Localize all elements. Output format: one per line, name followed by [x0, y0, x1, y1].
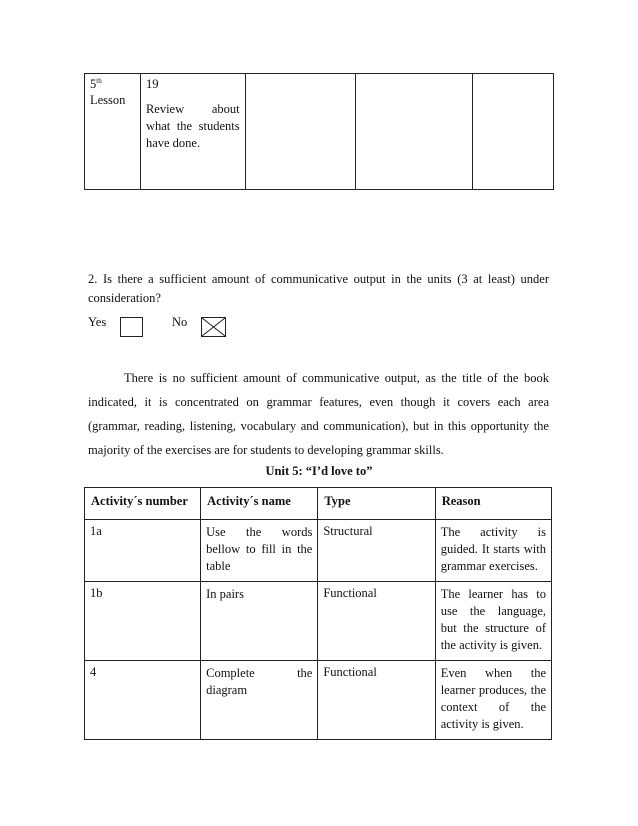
cell-activity-number: 1a: [85, 520, 201, 582]
unit-title: Unit 5: “I’d love to”: [265, 464, 373, 478]
cell-activity-name: Complete the diagram: [201, 661, 318, 740]
cell-reason: The learner has to use the language, but the structure of the activity is given.: [435, 582, 551, 661]
question-text: 2. Is there a sufficient amount of communicative output in the units (3 at least) under consideration?: [88, 272, 549, 305]
body-paragraph-text: There is no sufficient amount of communicative output, as the title of the book indicated, it is concentrated on grammar features, even though it covers each area (grammar, reading, listening, vocabulary and communication), but in this opportunity the majority of the exercises are for students to developing grammar skills.: [88, 371, 549, 457]
table-header-row: [85, 488, 552, 520]
table-row: [85, 582, 552, 661]
activity-table: [84, 487, 552, 740]
header-activity-number: Activity´s number: [85, 488, 201, 520]
checked-x-icon: [202, 318, 225, 336]
cell-reason: The activity is guided. It starts with grammar exercises.: [435, 520, 551, 582]
no-label: No: [172, 315, 188, 329]
empty-cell: [473, 74, 554, 190]
table-row: [85, 520, 552, 582]
review-cell: [140, 74, 245, 190]
body-paragraph: [88, 366, 549, 462]
lesson-number-suffix: th: [96, 76, 102, 85]
review-text: Review about what the students have done.: [145, 102, 240, 150]
table-row: [85, 74, 554, 190]
header-type: Type: [318, 488, 435, 520]
header-activity-name: Activity´s name: [201, 488, 318, 520]
lesson-plan-table: [84, 73, 554, 190]
lesson-number: 5: [90, 77, 97, 91]
cell-activity-name: Use the words bellow to fill in the table: [201, 520, 318, 582]
cell-activity-number: 1b: [85, 582, 201, 661]
yes-checkbox[interactable]: [120, 317, 143, 337]
empty-cell: [245, 74, 355, 190]
cell-reason: Even when the learner produces, the context of the activity is given.: [435, 661, 551, 740]
header-reason: Reason: [435, 488, 551, 520]
cell-type: Functional: [318, 582, 435, 661]
no-checkbox[interactable]: [201, 317, 226, 337]
empty-cell: [356, 74, 473, 190]
cell-activity-name: In pairs: [201, 582, 318, 661]
cell-type: Functional: [318, 661, 435, 740]
yes-label: Yes: [88, 315, 107, 329]
table-row: [85, 661, 552, 740]
cell-type: Structural: [318, 520, 435, 582]
lesson-cell: [85, 74, 141, 190]
cell-activity-number: 4: [85, 661, 201, 740]
lesson-word: Lesson: [90, 93, 126, 107]
review-number: 19: [145, 77, 159, 91]
